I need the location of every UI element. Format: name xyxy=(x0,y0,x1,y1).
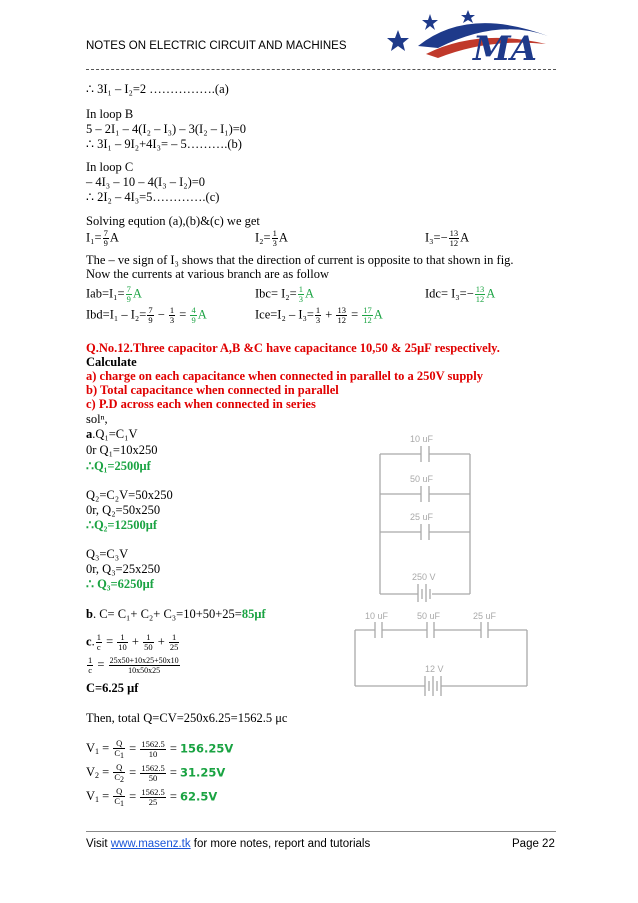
i3-result: I₃=− $\frac{13}{12}$ A xyxy=(425,228,470,248)
logo-text: MA xyxy=(473,29,538,69)
q3-substitution: 0r, Q₃=25x250 xyxy=(86,562,161,576)
negative-sign-note: The – ve sign of I₃ shows that the direction of current is opposite to that shown in fig. xyxy=(86,253,514,267)
series-capacitance-result: C=6.25 μf xyxy=(86,681,139,695)
battery-label: 12 V xyxy=(425,664,444,674)
q1-result: ∴Q₁=2500μf xyxy=(86,459,151,473)
cap-label: 25 uF xyxy=(410,512,434,522)
branch-currents-note: Now the currents at various branch are as follow xyxy=(86,267,329,281)
q2-result: ∴Q₂=12500μf xyxy=(86,518,158,532)
series-capacitance-equation: c. $\frac{1}{c}$ = $\frac{1}{10}$ + $\frac{1}{50}$ + $\frac{1}{25}$ xyxy=(86,632,179,652)
cap-label: 50 uF xyxy=(417,611,441,621)
total-capacitance-parallel: b. C= C₁+ C₂+ C₃=10+50+25=85μf xyxy=(86,607,266,621)
battery-label: 250 V xyxy=(412,572,436,582)
series-capacitance-combined: $\frac{1}{c}$ = $\frac{25x50+10x25+50x10}{10x50x25}$ xyxy=(88,655,179,675)
loop-b-heading: In loop B xyxy=(86,107,134,121)
fraction: $\frac{13}{12}$ xyxy=(449,228,459,248)
equation-a: ∴ 3I₁ – I₂=2 …………….(a) xyxy=(86,82,229,96)
fraction: $\frac{7}{9}$ xyxy=(103,228,108,248)
v2-result: $V_2$ = $\frac{Q}{C_2}$ = $\frac{1562.5}{50}$ = 31.25V xyxy=(86,762,226,784)
idc-result: Idc= I₃=− $\frac{13}{12}$ A xyxy=(425,284,496,304)
q3-result: ∴ Q₃=6250μf xyxy=(86,577,154,591)
masenz-logo xyxy=(378,8,558,76)
solving-line: Solving eqution (a),(b)&(c) we get xyxy=(86,214,260,228)
q1-formula: a.Q₁=C₁V xyxy=(86,427,138,441)
footer-text: Visit www.masenz.tk for more notes, report and tutorials xyxy=(86,838,371,850)
page-number: Page 22 xyxy=(512,838,555,850)
cap-label: 25 uF xyxy=(473,611,497,621)
parallel-circuit-diagram xyxy=(360,432,480,602)
equation-c: ∴ 2I₂ – 4I₃=5………….(c) xyxy=(86,190,220,204)
loop-c-heading: In loop C xyxy=(86,160,134,174)
q2-substitution: 0r, Q₂=50x250 xyxy=(86,503,161,517)
q1-substitution: 0r Q₁=10x250 xyxy=(86,443,158,457)
total-charge: Then, total Q=CV=250x6.25=1562.5 μc xyxy=(86,711,288,725)
ibc-result: Ibc= I₂= $\frac{1}{3}$ A xyxy=(255,284,314,304)
loop-c-equation: – 4I₃ – 10 – 4(I₃ – I₂)=0 xyxy=(86,175,206,189)
question-calculate: Calculate xyxy=(86,355,137,369)
series-circuit-diagram xyxy=(345,610,540,700)
cap-label: 10 uF xyxy=(410,434,434,444)
loop-b-equation: 5 – 2I₁ – 4(I₂ – I₃) – 3(I₂ – I₁)=0 xyxy=(86,122,247,136)
question-part-b: b) Total capacitance when connected in parallel xyxy=(86,383,339,397)
question-part-a: a) charge on each capacitance when connected in parallel to a 250V supply xyxy=(86,369,483,383)
fraction: $\frac{1}{3}$ xyxy=(272,228,277,248)
ibd-result: Ibd=I₁ – I₂= $\frac{7}{9}$ − $\frac{1}{3}$ = $\frac{4}{9}$ A xyxy=(86,305,207,325)
cap-label: 10 uF xyxy=(365,611,389,621)
header-divider xyxy=(86,69,556,70)
q3-formula: Q₃=C₃V xyxy=(86,547,129,561)
v3-result: $V_1$ = $\frac{Q}{C_1}$ = $\frac{1562.5}{25}$ = 62.5V xyxy=(86,786,218,808)
footer-divider xyxy=(86,831,556,832)
equation-b: ∴ 3I₁ – 9I₂+4I₃= – 5……….(b) xyxy=(86,137,242,151)
i1-result: I₁= $\frac{7}{9}$ A xyxy=(86,228,119,248)
q2-formula: Q₂=C₂V=50x250 xyxy=(86,488,173,502)
question-title: Q.No.12.Three capacitor A,B &C have capacitance 10,50 & 25μF respectively. xyxy=(86,341,500,355)
iab-result: Iab=I₁= $\frac{7}{9}$ A xyxy=(86,284,142,304)
cap-label: 50 uF xyxy=(410,474,434,484)
header-title: NOTES ON ELECTRIC CIRCUIT AND MACHINES xyxy=(86,40,347,52)
footer-link[interactable]: www.masenz.tk xyxy=(110,838,191,850)
solution-label: solⁿ, xyxy=(86,412,108,426)
question-part-c: c) P.D across each when connected in series xyxy=(86,397,316,411)
i2-result: I₂= $\frac{1}{3}$ A xyxy=(255,228,288,248)
v1-result: $V_1$ = $\frac{Q}{C_1}$ = $\frac{1562.5}{10}$ = 156.25V xyxy=(86,738,234,760)
ice-result: Ice=I₂ – I₃= $\frac{1}{3}$ + $\frac{13}{12}$ = $\frac{17}{12}$ A xyxy=(255,305,383,325)
